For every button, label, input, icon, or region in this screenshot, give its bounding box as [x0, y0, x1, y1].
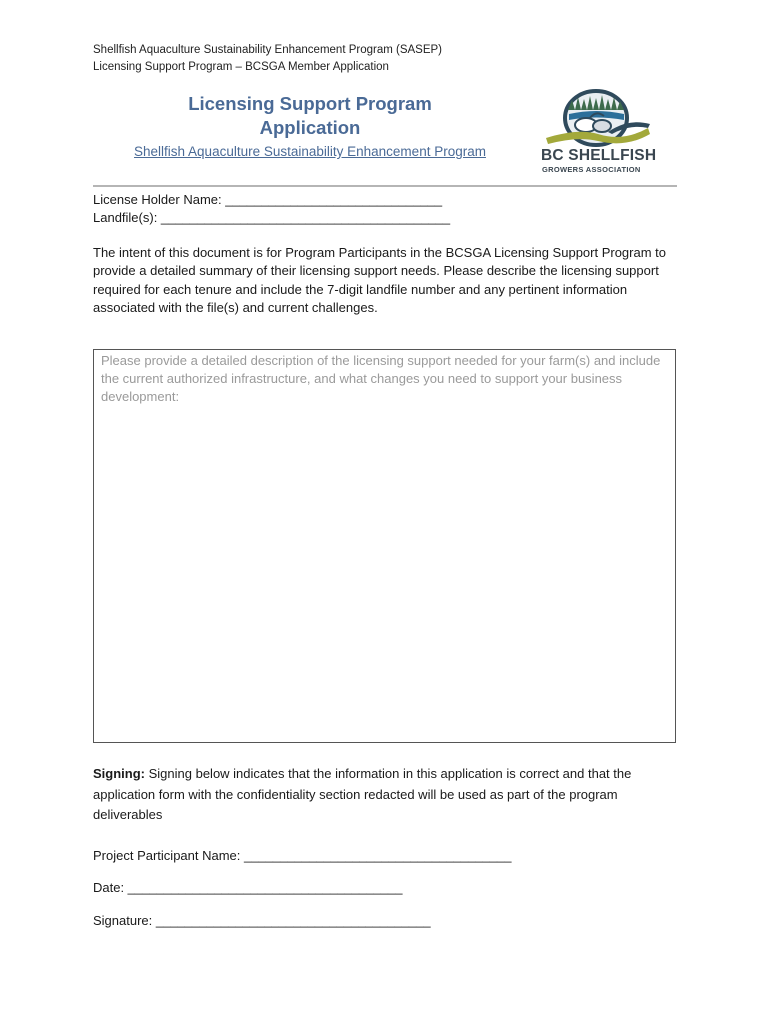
page-title: Licensing Support Program Application — [188, 93, 432, 138]
logo-emblem-icon — [538, 88, 658, 148]
header-divider — [93, 185, 677, 187]
license-holder-field[interactable]: License Holder Name: ______________________________ — [93, 192, 443, 207]
logo-subtitle: GROWERS ASSOCIATION — [542, 165, 641, 174]
date-field[interactable]: Date: ______________________________________ — [93, 880, 403, 895]
signature-field[interactable]: Signature: ______________________________________ — [93, 913, 431, 928]
signing-text: Signing below indicates that the information in this application is correct and that the application form with the confidentiality section redacted will be used as part of the program deliverables — [93, 766, 632, 822]
landfiles-field[interactable]: Landfile(s): ________________________________________ — [93, 210, 451, 225]
document-header — [93, 42, 442, 76]
header-program-name: Shellfish Aquaculture Sustainability Enhancement Program (SASEP) — [93, 44, 443, 56]
description-placeholder: Please provide a detailed description of the licensing support needed for your farm(s) and include the current authorized infrastructure, and what changes you need to support your business development: — [101, 353, 661, 404]
intro-paragraph: The intent of this document is for Program Participants in the BCSGA Licensing Support Program to provide a detailed summary of their licensing support needs. Please describe the licensing support required for each tenure and include the 7-digit landfile number and any pertinent information associated with the file(s) and current challenges. — [93, 245, 667, 316]
logo-title: BC SHELLFISH — [541, 147, 657, 164]
signing-statement — [93, 764, 683, 826]
signing-label: Signing: — [93, 766, 145, 781]
bcsga-logo — [538, 88, 658, 176]
page-subtitle: Shellfish Aquaculture Sustainability Enhancement Program — [134, 144, 486, 159]
participant-name-field[interactable]: Project Participant Name: _____________________________________ — [93, 848, 512, 863]
description-textarea[interactable] — [93, 349, 676, 743]
title-block — [100, 92, 520, 159]
header-application-name: Licensing Support Program – BCSGA Member Application — [93, 61, 389, 73]
